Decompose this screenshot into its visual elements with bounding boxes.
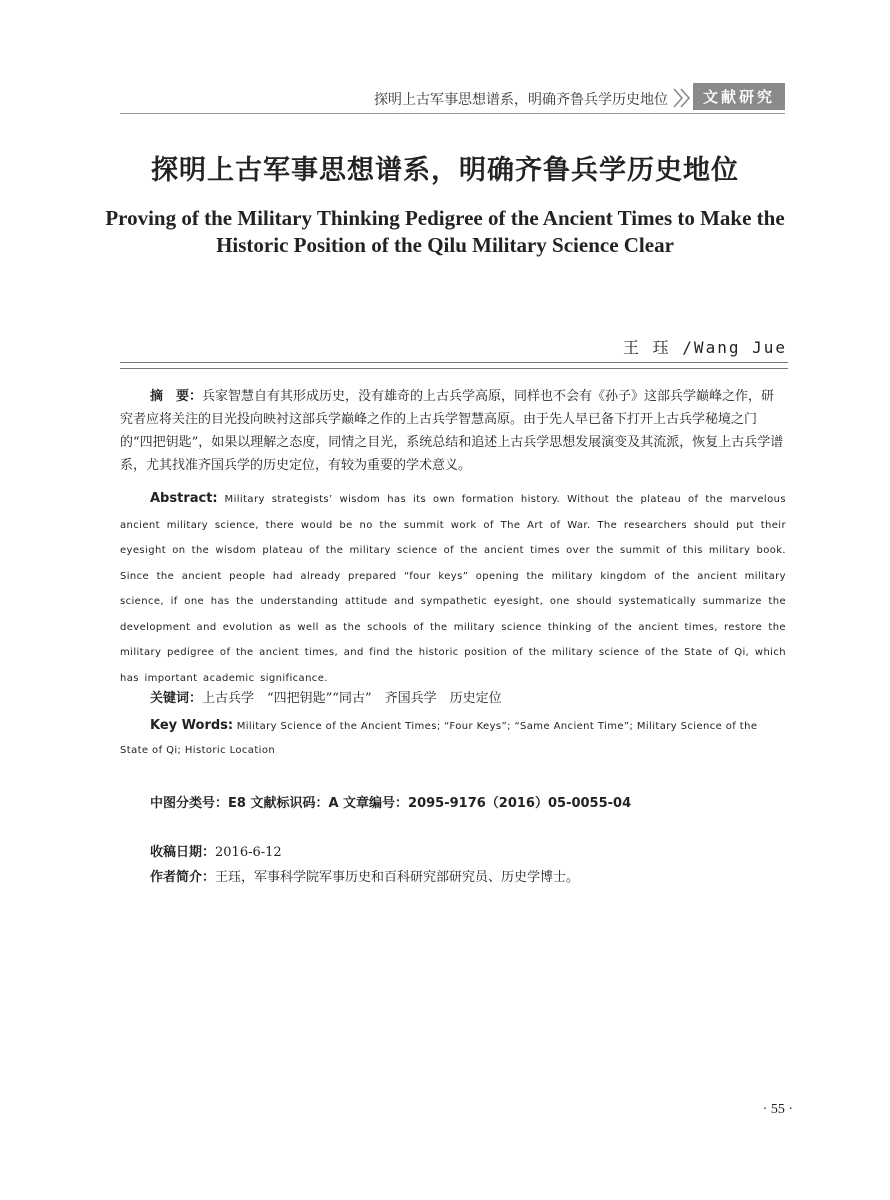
keywords-en-label: Key Words:: [150, 718, 234, 733]
page-number: · 55 ·: [762, 1102, 793, 1117]
keywords-en-text: Military Science of the Ancient Times; “Four Keys”; “Same Ancient Time”; Military Science of the State of Qi; Historic Location: [120, 721, 758, 756]
abstract-en-text: Military strategists’ wisdom has its own formation history. Without the plateau of the marvelous ancient military science, there would be no the summit work of The Art of War. The researchers should put their eyesight on the wisdom plateau of the military science of the ancient times over the summit of this military book. Since the ancient people had already prepared “four keys” opening the military kingdom of the ancient military science, if one has the understanding attitude and sympathetic eyesight, one should systematically summarize the development and evolution as well as the schools of the military science thinking of the ancient times, restore the military pedigree of the ancient times, and find the historic position of the military science of the State of Qi, which has important academic significance.: [120, 494, 786, 684]
running-header: [120, 80, 785, 114]
title-divider: [120, 362, 788, 369]
abstract-en: [120, 486, 786, 691]
author-bio: [150, 866, 579, 885]
abstract-cn-label: 摘 要：: [150, 389, 203, 404]
keywords-cn: [150, 687, 786, 706]
header-divider: [120, 113, 785, 114]
keywords-cn-text: 上古兵学 “四把钥匙”“同古” 齐国兵学 历史定位: [202, 691, 502, 706]
abstract-cn-text: 兵家智慧自有其形成历史，没有雄奇的上古兵学高原，同样也不会有《孙子》这部兵学巅峰之作，研究者应将关注的目光投向映衬这部兵学巅峰之作的上古兵学智慧高原。由于先人早已备下打开上古兵学秘境之门的“四把钥匙”，如果以理解之态度，同情之目光，系统总结和追述上古兵学思想发展演变及其流派，恢复上古兵学谱系，尤其找准齐国兵学的历史定位，有较为重要的学术意义。: [120, 389, 784, 473]
chevron-right-icon: [671, 86, 693, 110]
abstract-cn: [120, 385, 786, 477]
author-bio-label: 作者简介：: [150, 870, 216, 885]
received-date: [150, 841, 282, 860]
keywords-cn-label: 关键词：: [150, 691, 203, 706]
classification-line: 中图分类号：E8 文献标识码：A 文章编号：2095-9176（2016）05-0055-04: [150, 796, 632, 811]
article-title-en: Proving of the Military Thinking Pedigree of the Ancient Times to Make the Historic Position of the Qilu Military Science Clear: [105, 206, 785, 257]
abstract-en-label: Abstract:: [150, 491, 218, 506]
received-label: 收稿日期：: [150, 845, 216, 860]
author-line: 王 珏 /Wang Jue: [623, 338, 787, 357]
running-title: 探明上古军事思想谱系，明确齐鲁兵学历史地位: [374, 92, 668, 108]
received-value: 2016-6-12: [215, 845, 282, 860]
section-tag: 文献研究: [693, 83, 785, 110]
author-bio-text: 王珏，军事科学院军事历史和百科研究部研究员、历史学博士。: [215, 870, 580, 885]
article-title-cn: 探明上古军事思想谱系，明确齐鲁兵学历史地位: [151, 155, 739, 186]
keywords-en: [120, 714, 786, 763]
